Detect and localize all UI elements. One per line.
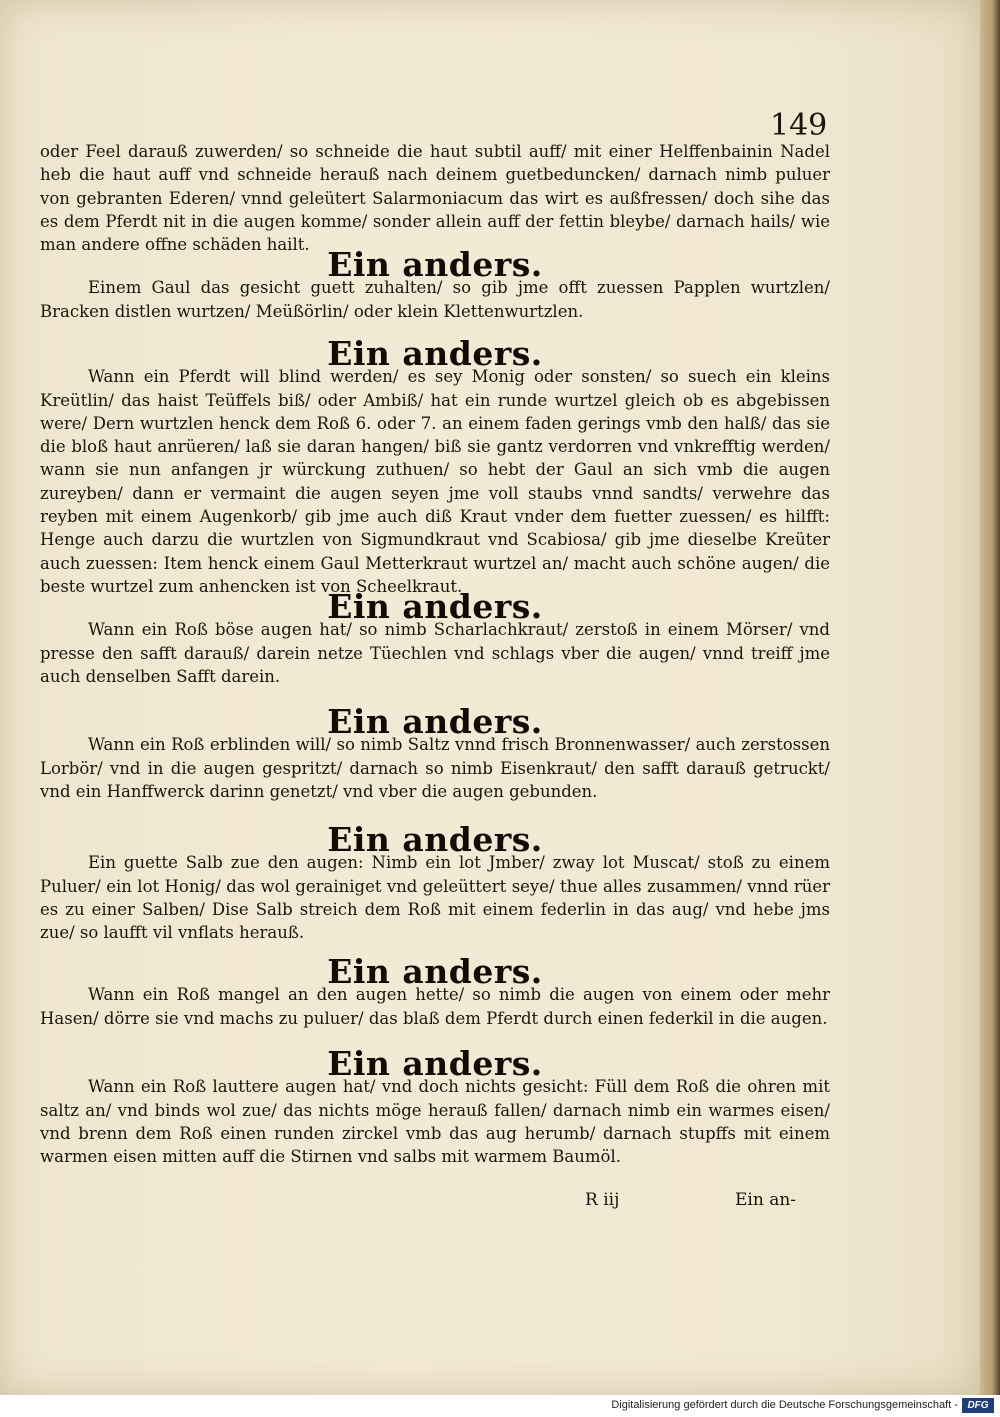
- footer-credit: Digitalisierung gefördert durch die Deutsche Forschungsgemeinschaft -: [611, 1399, 958, 1411]
- intro-text: oder Feel darauß zuwerden/ so schneide die haut subtil auff/ mit einer Helffenbainin Nadel heb die haut auff vnd schneide herauß nach deinem guetbeduncken/ darnach nimb puluer von gebranten Ederen/ vnnd geleütert Salarmoniacum das wirt es außfressen/ doch sihe das es dem Pferdt nit in die augen komme/ sonder allein auff der fettin bleybe/ darnach hails/ wie man andere offne schäden hailt.: [40, 142, 830, 255]
- section-1: [40, 245, 830, 323]
- section-heading: Ein anders.: [327, 1044, 543, 1083]
- section-heading: Ein anders.: [327, 952, 543, 991]
- signature-mark: R iij: [585, 1190, 620, 1210]
- section-3: [40, 587, 830, 688]
- section-7: [40, 1044, 830, 1168]
- section-5: [40, 820, 830, 944]
- footer-bar: [0, 1395, 1000, 1417]
- dfg-logo-icon: DFG: [962, 1398, 994, 1413]
- section-6: [40, 952, 830, 1030]
- section-2: [40, 334, 830, 598]
- section-heading: Ein anders.: [327, 245, 543, 284]
- section-text: Wann ein Roß erblinden will/ so nimb Saltz vnnd frisch Bronnenwasser/ auch zerstossen Lorbör/ vnd in die augen gespritzt/ darnach so nimb Eisenkraut/ den safft darauß getruckt/ vnd ein Hanffwerck darinn genetzt/ vnd vber die augen gebunden.: [40, 735, 830, 801]
- catchword: Ein an-: [735, 1190, 797, 1210]
- page-number: 149: [770, 108, 828, 143]
- section-heading: Ein anders.: [327, 587, 543, 626]
- intro-paragraph: [40, 140, 830, 256]
- section-heading: Ein anders.: [327, 702, 543, 741]
- page-edge: [980, 0, 1000, 1395]
- section-text: Wann ein Pferdt will blind werden/ es sey Monig oder sonsten/ so suech ein kleins Kreütlin/ das haist Teüffels biß/ oder Ambiß/ hat ein runde wurtzel gleich ob es abgebissen were/ Dern wurtzlen henck dem Roß 6. oder 7. an einem faden gerings vmb den halß/ das sie die bloß haut anrüeren/ laß sie daran hangen/ biß sie gantz verdorren vnd vnkrefftig werden/ wann sie nun anfangen jr würckung zuthuen/ so hebt der Gaul an sich vmb die augen zureyben/ dann er vermaint die augen seyen jme voll staubs vnnd sandts/ verwehre das reyben mit einem Augenkorb/ gib jme auch diß Kraut vnder dem fuetter zuessen/ es hilfft: Henge auch darzu die wurtzlen von Sigmundkraut vnd Scabiosa/ gib jme dieselbe Kreüter auch zuessen: Item henck einem Gaul Metterkraut wurtzel an/ macht auch schöne augen/ die beste wurtzel zum anhencken ist von Scheelkraut.: [40, 367, 830, 596]
- section-text: Einem Gaul das gesicht guett zuhalten/ so gib jme offt zuessen Papplen wurtzlen/ Bracken distlen wurtzen/ Meüßörlin/ oder klein Klettenwurtzlen.: [40, 278, 830, 321]
- section-text: Wann ein Roß böse augen hat/ so nimb Scharlachkraut/ zerstoß in einem Mörser/ vnd presse den safft darauß/ darein netze Tüechlen vnd schlags vber die augen/ vnnd treiff jme auch denselben Safft darein.: [40, 620, 830, 686]
- section-4: [40, 702, 830, 803]
- section-text: Ein guette Salb zue den augen: Nimb ein lot Jmber/ zway lot Muscat/ stoß zu einem Puluer/ ein lot Honig/ das wol gerainiget vnd geleüttert seye/ thue alles zusammen/ vnnd rüer es zu einer Salben/ Dise Salb streich dem Roß mit einem federlin in das aug/ vnd hebe jms zue/ so laufft vil vnflats herauß.: [40, 853, 830, 943]
- section-text: Wann ein Roß mangel an den augen hette/ so nimb die augen von einem oder mehr Hasen/ dörre sie vnd machs zu puluer/ das blaß dem Pferdt durch einen federkil in die augen.: [40, 985, 830, 1028]
- section-heading: Ein anders.: [327, 820, 543, 859]
- section-text: Wann ein Roß lauttere augen hat/ vnd doch nichts gesicht: Füll dem Roß die ohren mit saltz an/ vnd binds wol zue/ das nichts möge herauß fallen/ darnach nimb ein warmes eisen/ vnd brenn dem Roß einen runden zirckel vmb das aug herumb/ darnach stupffs mit einem warmen eisen mitten auff die Stirnen vnd salbs mit warmem Baumöl.: [40, 1077, 830, 1167]
- section-heading: Ein anders.: [327, 334, 543, 373]
